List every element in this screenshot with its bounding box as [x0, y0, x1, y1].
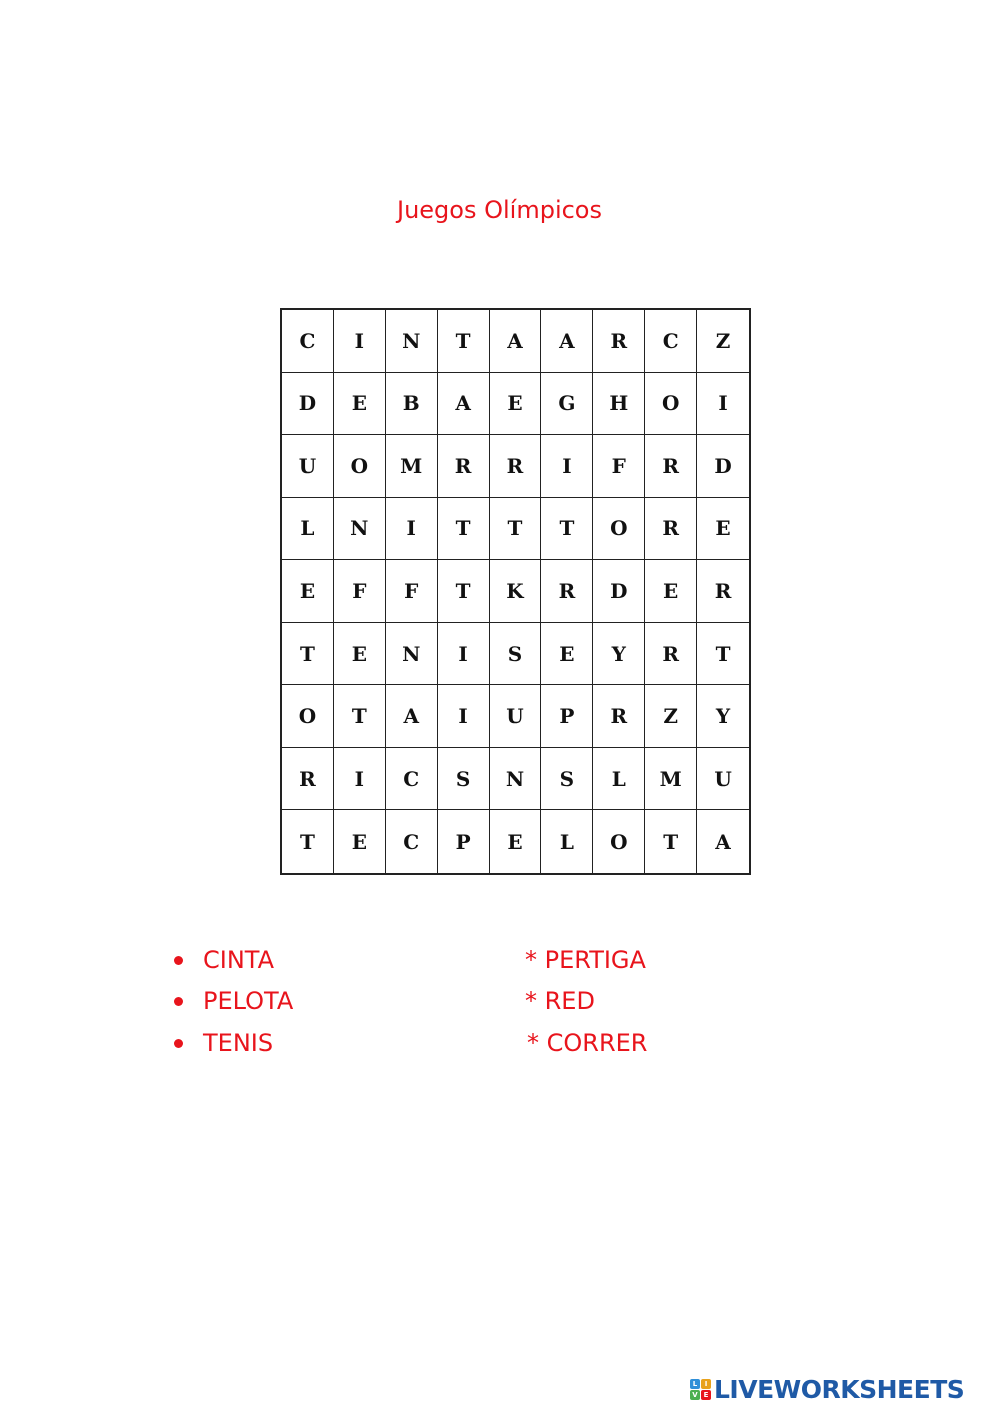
grid-cell: E — [645, 560, 697, 623]
grid-cell: L — [593, 748, 645, 811]
grid-cell: A — [490, 310, 542, 373]
grid-cell: E — [334, 623, 386, 686]
grid-cell: F — [593, 435, 645, 498]
grid-cell: H — [593, 373, 645, 436]
word-list-item: * RED — [525, 987, 595, 1015]
grid-cell: I — [697, 373, 749, 436]
grid-cell: O — [645, 373, 697, 436]
grid-cell: R — [645, 498, 697, 561]
grid-cell: N — [490, 748, 542, 811]
grid-cell: G — [541, 373, 593, 436]
grid-cell: I — [334, 748, 386, 811]
grid-cell: C — [386, 748, 438, 811]
word-list-item: * PERTIGA — [525, 946, 646, 974]
grid-cell: T — [438, 498, 490, 561]
grid-cell: M — [645, 748, 697, 811]
grid-cell: L — [282, 498, 334, 561]
grid-cell: E — [490, 810, 542, 873]
word-list-item: CINTA — [203, 946, 275, 974]
grid-cell: U — [282, 435, 334, 498]
grid-cell: E — [334, 810, 386, 873]
grid-cell: R — [541, 560, 593, 623]
grid-cell: Z — [697, 310, 749, 373]
grid-cell: O — [334, 435, 386, 498]
grid-cell: O — [593, 810, 645, 873]
grid-cell: T — [645, 810, 697, 873]
grid-cell: I — [438, 685, 490, 748]
grid-cell: T — [282, 623, 334, 686]
grid-cell: Y — [593, 623, 645, 686]
grid-cell: U — [697, 748, 749, 811]
grid-cell: A — [541, 310, 593, 373]
grid-cell: I — [541, 435, 593, 498]
grid-cell: T — [697, 623, 749, 686]
grid-cell: D — [697, 435, 749, 498]
logo-mark-icon: L I V E — [690, 1379, 711, 1400]
grid-cell: A — [715, 829, 731, 854]
grid-cell: T — [541, 498, 593, 561]
grid-cell: E — [697, 498, 749, 561]
grid-cell: A — [386, 685, 438, 748]
grid-cell: O — [593, 498, 645, 561]
grid-cell: R — [593, 685, 645, 748]
worksheet-title: Juegos Olímpicos — [397, 196, 602, 224]
bullet-icon — [174, 1039, 183, 1048]
grid-cell: T — [334, 685, 386, 748]
grid-cell: P — [438, 810, 490, 873]
grid-cell: N — [386, 310, 438, 373]
word-search-grid — [280, 308, 751, 875]
logo-text: LIVEWORKSHEETS — [714, 1374, 965, 1404]
word-list-item: PELOTA — [203, 987, 294, 1015]
grid-cell: R — [438, 435, 490, 498]
grid-cell: R — [697, 560, 749, 623]
grid-cell: Z — [645, 685, 697, 748]
grid-cell: L — [541, 810, 593, 873]
grid-cell: I — [386, 498, 438, 561]
grid-cell: D — [282, 373, 334, 436]
grid-cell: S — [438, 748, 490, 811]
grid-cell: D — [593, 560, 645, 623]
grid-cell: E — [541, 623, 593, 686]
grid-cell: C — [386, 810, 438, 873]
grid-cell: F — [334, 560, 386, 623]
bullet-icon — [174, 997, 183, 1006]
bullet-icon — [174, 956, 183, 965]
grid-cell: T — [282, 810, 334, 873]
grid-cell: U — [490, 685, 542, 748]
word-list-item: * CORRER — [527, 1029, 648, 1057]
grid-cell: Y — [697, 685, 749, 748]
grid-cell: C — [645, 310, 697, 373]
grid-cell: I — [438, 623, 490, 686]
grid-cell: C — [282, 310, 334, 373]
grid-cell: O — [282, 685, 334, 748]
grid-cell: R — [282, 748, 334, 811]
grid-cell: R — [645, 623, 697, 686]
grid-cell: M — [386, 435, 438, 498]
grid-cell: K — [490, 560, 542, 623]
grid-cell: F — [386, 560, 438, 623]
grid-cell: E — [334, 373, 386, 436]
grid-cell: T — [490, 498, 542, 561]
grid-cell: R — [645, 435, 697, 498]
word-list-item: TENIS — [203, 1029, 274, 1057]
grid-cell: T — [438, 310, 490, 373]
grid-cell: T — [438, 560, 490, 623]
liveworksheets-logo[interactable] — [690, 1374, 964, 1404]
grid-cell: N — [334, 498, 386, 561]
grid-cell: R — [593, 310, 645, 373]
grid-cell: E — [490, 373, 542, 436]
grid-cell: S — [541, 748, 593, 811]
grid-cell: I — [334, 310, 386, 373]
grid-cell: B — [386, 373, 438, 436]
grid-cell: P — [541, 685, 593, 748]
grid-cell: A — [438, 373, 490, 436]
grid-cell: E — [282, 560, 334, 623]
grid-cell: R — [490, 435, 542, 498]
grid-cell: N — [386, 623, 438, 686]
grid-cell: S — [490, 623, 542, 686]
